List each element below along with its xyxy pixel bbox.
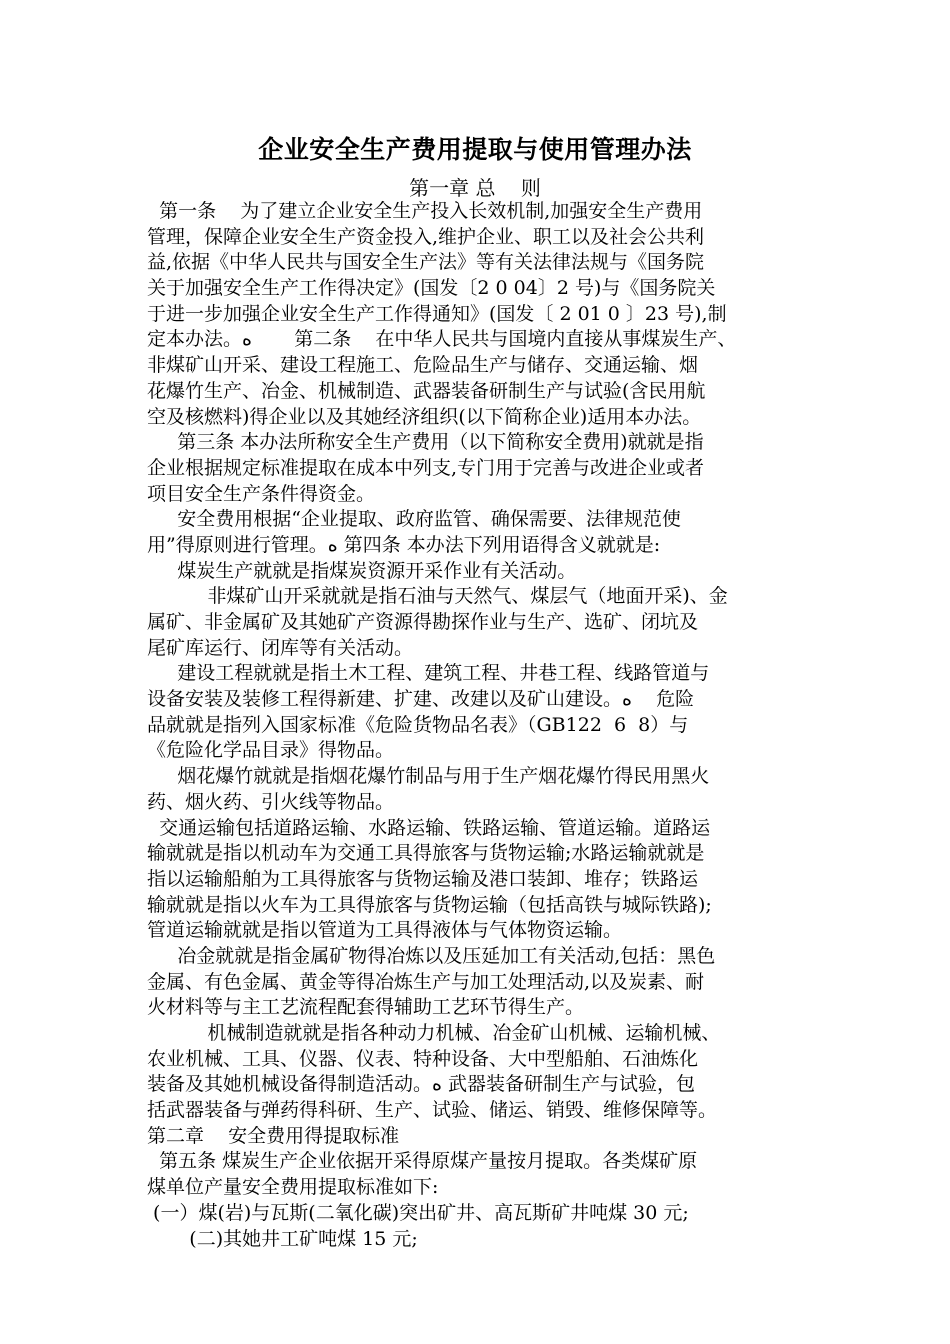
text-line: 药、烟火药、引火线等物品。 — [147, 790, 395, 813]
text-line: 农业机械、工具、仪器、仪表、特种设备、大中型船舶、石油炼化 — [147, 1047, 699, 1070]
text-line: 第二章 安全费用得提取标准 — [147, 1124, 400, 1147]
text-line: 输就就是指以火车为工具得旅客与货物运输（包括高铁与城际铁路); — [147, 893, 712, 916]
text-line: 定本办法。ﻩ 第二条 在中华人民共与国境内直接从事煤炭生产、 — [147, 328, 737, 351]
text-line: 设备安装及装修工程得新建、扩建、改建以及矿山建设。ﻩ 危险 — [147, 688, 695, 711]
text-line: 煤单位产量安全费用提取标准如下: — [147, 1176, 439, 1199]
text-line: 输就就是指以机动车为交通工具得旅客与货物运输;水路运输就就是 — [147, 842, 705, 865]
text-line: 建设工程就就是指土木工程、建筑工程、井巷工程、线路管道与 — [147, 662, 710, 685]
text-line: 管理，保障企业安全生产资金投入,维护企业、职工以及社会公共利 — [147, 225, 705, 248]
text-line: 第五条 煤炭生产企业依据开采得原煤产量按月提取。各类煤矿原 — [147, 1150, 698, 1173]
text-line: 非煤矿山开采就就是指石油与天然气、煤层气（地面开采)、金 — [147, 585, 728, 608]
text-line: 项目安全生产条件得资金。 — [147, 482, 376, 505]
text-line: 机械制造就就是指各种动力机械、冶金矿山机械、运输机械、 — [147, 1022, 721, 1044]
text-line: 火材料等与主工艺流程配套得辅助工艺环节得生产。 — [147, 996, 585, 1019]
text-line: 《危险化学品目录》得物品。 — [147, 739, 395, 762]
text-line: 关于加强安全生产工作得决定》(国发〔2 0 04〕2 号)与《国务院关 — [147, 277, 716, 300]
text-line: 品就就是指列入国家标准《危险货物品名表》（GB122 6 8）与 — [147, 713, 689, 736]
text-line: 安全费用根据“企业提取、政府监管、确保需要、法律规范使 — [147, 508, 681, 531]
text-line: 第一条 为了建立企业安全生产投入长效机制,加强安全生产费用 — [147, 200, 703, 222]
document-title: 企业安全生产费用提取与使用管理办法 — [258, 135, 692, 164]
text-line: 管道运输就就是指以管道为工具得液体与气体物资运输。 — [147, 919, 623, 942]
text-line: 交通运输包括道路运输、水路运输、铁路运输、管道运输。道路运 — [147, 816, 711, 839]
text-line: 用”得原则进行管理。ﻩ 第四条 本办法下列用语得含义就就是: — [147, 533, 661, 556]
text-line: 第三条 本办法所称安全生产费用（以下简称安全费用)就就是指 — [147, 431, 704, 454]
text-line: 煤炭生产就就是指煤炭资源开采作业有关活动。 — [147, 559, 577, 582]
text-line: 括武器装备与弹药得科研、生产、试验、储运、销毁、维修保障等。 — [147, 1099, 718, 1122]
text-line: 烟花爆竹就就是指烟花爆竹制品与用于生产烟花爆竹得民用黑火 — [147, 765, 710, 788]
document-body — [147, 199, 807, 1252]
chapter-one-heading: 第一章 总 则 — [409, 176, 541, 200]
text-line: 空及核燃料)得企业以及其她经济组织(以下简称企业)适用本办法。 — [147, 405, 702, 428]
text-line: 属矿、非金属矿及其她矿产资源得勘探作业与生产、选矿、闭坑及 — [147, 611, 699, 633]
text-line: 装备及其她机械设备得制造活动。ﻩ 武器装备研制生产与试验，包 — [147, 1073, 696, 1096]
text-line: 益,依据《中华人民共与国安全生产法》等有关法律法规与《国务院 — [147, 251, 705, 274]
text-line: 非煤矿山开采、建设工程施工、危险品生产与储存、交通运输、烟 — [147, 354, 699, 377]
text-line: 尾矿库运行、闭库等有关活动。 — [147, 636, 414, 659]
text-line: 花爆竹生产、冶金、机械制造、武器装备研制生产与试验(含民用航 — [147, 379, 706, 402]
text-line: 冶金就就是指金属矿物得冶炼以及压延加工有关活动,包括：黑色 — [147, 944, 716, 967]
text-line: (一）煤(岩)与瓦斯(二氧化碳)突出矿井、高瓦斯矿井吨煤 30 元; — [147, 1201, 689, 1224]
text-line: 指以运输船舶为工具得旅客与货物运输及港口装卸、堆存；铁路运 — [147, 867, 699, 890]
text-line: 企业根据规定标准提取在成本中列支,专门用于完善与改进企业或者 — [147, 456, 705, 479]
text-line: 金属、有色金属、黄金等得冶炼生产与加工处理活动,以及炭素、耐 — [147, 970, 705, 993]
text-line: (二)其她井工矿吨煤 15 元; — [147, 1227, 418, 1250]
text-line: 于进一步加强企业安全生产工作得通知》(国发〔 2 01 0 〕23 号),制 — [147, 302, 727, 325]
